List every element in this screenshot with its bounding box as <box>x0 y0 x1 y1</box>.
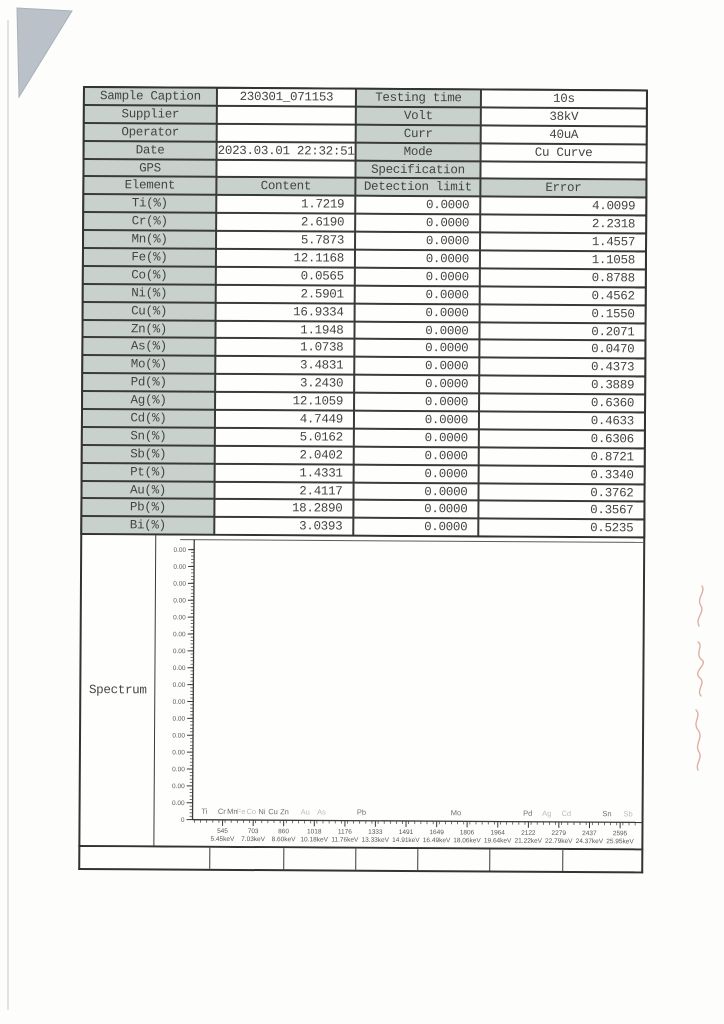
footer-cell <box>210 848 284 869</box>
spectrum-label <box>80 535 156 845</box>
svg-text:0.00: 0.00 <box>172 631 186 639</box>
svg-text:0: 0 <box>180 817 185 825</box>
error-cell: 0.4373 <box>480 359 644 376</box>
detection-limit-cell: 0.0000 <box>355 358 478 375</box>
error-cell: 0.4562 <box>481 287 645 304</box>
element-name-cell: Sn(%) <box>83 428 214 445</box>
info-value: 10s <box>482 90 646 107</box>
svg-text:Au: Au <box>300 807 310 817</box>
svg-text:0.00: 0.00 <box>172 665 186 673</box>
svg-text:0.00: 0.00 <box>172 766 185 774</box>
svg-text:Ti: Ti <box>201 807 208 817</box>
footer-cell <box>284 849 356 870</box>
error-cell: 0.3567 <box>479 502 643 519</box>
footer-empty-row <box>78 847 643 873</box>
detection-limit-cell: 0.0000 <box>356 304 479 321</box>
detection-limit-cell: 0.0000 <box>354 501 477 518</box>
svg-text:Mo: Mo <box>450 808 462 818</box>
svg-text:As: As <box>316 807 326 817</box>
content-cell: 4.7449 <box>216 411 353 428</box>
detection-limit-cell: 0.0000 <box>355 465 478 482</box>
error-cell: 2.2318 <box>481 216 645 233</box>
column-header: Content <box>217 178 354 195</box>
footer-cell <box>80 847 210 869</box>
detection-limit-cell: 0.0000 <box>355 430 478 447</box>
info-value: 2023.03.01 22:32:51 <box>217 143 355 159</box>
content-cell: 1.7219 <box>217 196 354 213</box>
detection-limit-cell: 0.0000 <box>356 215 479 232</box>
svg-text:11.76keV: 11.76keV <box>331 836 359 844</box>
error-cell: 0.3340 <box>480 466 644 483</box>
detection-limit-cell: 0.0000 <box>356 197 479 214</box>
svg-text:0.00: 0.00 <box>173 614 186 622</box>
content-cell: 16.9334 <box>217 304 354 321</box>
svg-text:0.00: 0.00 <box>172 682 186 690</box>
info-label: Supplier <box>85 106 216 123</box>
error-cell: 0.5235 <box>479 520 643 537</box>
element-name-cell: Pd(%) <box>83 374 214 391</box>
content-cell: 2.4117 <box>215 482 352 499</box>
svg-text:1649: 1649 <box>429 829 444 837</box>
info-label: GPS <box>84 160 215 177</box>
info-value: 40uA <box>482 126 646 143</box>
svg-text:1018: 1018 <box>306 828 322 836</box>
svg-text:7.03keV: 7.03keV <box>241 836 266 844</box>
detection-limit-cell: 0.0000 <box>356 286 479 303</box>
svg-text:545: 545 <box>217 828 228 836</box>
svg-text:0.00: 0.00 <box>173 547 187 555</box>
svg-text:0.00: 0.00 <box>172 648 186 656</box>
info-value <box>218 125 355 142</box>
error-cell: 0.0470 <box>480 341 644 358</box>
svg-text:Pb: Pb <box>356 807 367 818</box>
spectrum-row <box>78 535 645 850</box>
footer-cell <box>418 849 490 870</box>
svg-text:1806: 1806 <box>459 829 475 837</box>
element-name-cell: Bi(%) <box>82 517 213 534</box>
svg-text:0.00: 0.00 <box>172 783 185 791</box>
column-header: Element <box>84 177 215 194</box>
info-label: Date <box>85 142 216 159</box>
element-name-cell: Ti(%) <box>84 195 215 212</box>
content-cell: 12.1059 <box>216 393 353 410</box>
info-value <box>218 107 355 124</box>
element-name-cell: Cr(%) <box>84 213 215 230</box>
svg-text:10.18keV: 10.18keV <box>300 836 328 844</box>
paper-edge-line <box>7 20 9 1010</box>
detection-limit-cell: 0.0000 <box>355 447 478 464</box>
svg-text:2437: 2437 <box>582 830 597 838</box>
content-cell: 2.6190 <box>217 214 354 231</box>
element-name-cell: Mo(%) <box>83 356 214 373</box>
element-name-cell: Au(%) <box>82 482 213 499</box>
error-cell: 1.1058 <box>481 251 645 268</box>
info-label: Testing time <box>357 90 480 107</box>
svg-text:1333: 1333 <box>368 829 383 837</box>
content-cell: 1.1948 <box>216 321 353 338</box>
element-name-cell: Cu(%) <box>84 303 215 320</box>
svg-text:Cd: Cd <box>561 809 572 819</box>
content-cell: 5.0162 <box>216 429 353 446</box>
info-label: Curr <box>357 125 480 142</box>
svg-text:1964: 1964 <box>490 829 505 837</box>
element-name-cell: Mn(%) <box>84 231 215 248</box>
element-name-cell: Pt(%) <box>83 464 214 481</box>
column-header: Detection limit <box>356 179 479 196</box>
report-table <box>80 86 648 539</box>
svg-text:Cr: Cr <box>217 807 226 817</box>
svg-text:0.00: 0.00 <box>173 564 187 572</box>
info-value <box>481 162 645 179</box>
info-value: Cu Curve <box>482 144 646 161</box>
footer-cell <box>490 850 563 871</box>
info-value: 38kV <box>482 108 646 125</box>
svg-text:0.00: 0.00 <box>171 800 185 808</box>
svg-text:2279: 2279 <box>551 830 567 838</box>
detection-limit-cell: 0.0000 <box>356 269 479 286</box>
svg-text:Sn: Sn <box>602 809 612 819</box>
svg-text:2122: 2122 <box>521 829 536 838</box>
detection-limit-cell: 0.0000 <box>355 322 478 339</box>
footer-cell <box>356 849 418 870</box>
element-name-cell: Zn(%) <box>83 321 214 338</box>
error-cell: 1.4557 <box>481 234 645 251</box>
svg-text:14.91keV: 14.91keV <box>392 837 420 845</box>
element-name-cell: Pb(%) <box>82 499 213 516</box>
info-label: Sample Caption <box>85 88 216 105</box>
info-label: Volt <box>357 108 480 125</box>
svg-text:Sb: Sb <box>623 809 633 819</box>
detection-limit-cell: 0.0000 <box>355 412 478 429</box>
spectrum-chart <box>154 536 644 849</box>
svg-text:5.45keV: 5.45keV <box>210 836 235 844</box>
content-cell: 3.4831 <box>216 357 353 374</box>
element-name-cell: Ag(%) <box>83 392 214 409</box>
element-name-cell: As(%) <box>83 338 214 355</box>
svg-text:24.37keV: 24.37keV <box>575 838 604 846</box>
svg-text:0.00: 0.00 <box>173 580 186 588</box>
detection-limit-cell: 0.0000 <box>355 394 478 411</box>
svg-text:0.00: 0.00 <box>173 597 186 605</box>
element-name-cell: Ni(%) <box>84 285 215 302</box>
error-cell: 0.6306 <box>480 430 644 447</box>
svg-text:8.60keV: 8.60keV <box>271 836 296 844</box>
column-header: Error <box>481 180 645 197</box>
spectrum-chart-cell <box>154 536 644 849</box>
detection-limit-cell: 0.0000 <box>354 519 477 536</box>
error-cell: 0.3889 <box>480 377 644 394</box>
content-cell: 2.5901 <box>217 286 354 303</box>
content-cell: 5.7873 <box>217 232 354 249</box>
error-cell: 0.8721 <box>480 448 644 465</box>
error-cell: 0.8788 <box>481 269 645 286</box>
detection-limit-cell: 0.0000 <box>354 483 477 500</box>
content-cell: 0.0565 <box>217 268 354 285</box>
svg-text:Zn: Zn <box>280 807 289 817</box>
svg-text:860: 860 <box>278 828 290 836</box>
error-cell: 0.1550 <box>481 305 645 322</box>
svg-text:25.95keV: 25.95keV <box>606 838 634 846</box>
svg-text:21.22keV: 21.22keV <box>514 837 543 846</box>
info-value <box>217 160 354 177</box>
svg-text:Ni: Ni <box>258 807 266 817</box>
svg-text:1176: 1176 <box>337 828 352 836</box>
element-name-cell: Co(%) <box>84 267 215 284</box>
detection-limit-cell: 0.0000 <box>355 376 478 393</box>
detection-limit-cell: 0.0000 <box>356 233 479 250</box>
svg-text:0.00: 0.00 <box>172 698 186 707</box>
info-label: Mode <box>357 143 480 160</box>
content-cell: 3.2430 <box>216 375 353 392</box>
svg-text:703: 703 <box>247 828 259 836</box>
content-cell: 12.1168 <box>217 250 354 267</box>
svg-text:18.06keV: 18.06keV <box>453 837 481 845</box>
element-name-cell: Cd(%) <box>83 410 214 427</box>
svg-text:1491: 1491 <box>398 829 414 837</box>
svg-text:0.00: 0.00 <box>172 732 186 740</box>
content-cell: 18.2890 <box>215 500 352 517</box>
element-name-cell: Fe(%) <box>84 249 215 266</box>
error-cell: 0.4633 <box>480 412 644 429</box>
svg-text:Pd: Pd <box>523 808 533 819</box>
svg-text:2595: 2595 <box>612 830 628 838</box>
detection-limit-cell: 0.0000 <box>356 251 479 268</box>
content-cell: 1.4331 <box>216 465 353 482</box>
info-label: Operator <box>85 124 216 141</box>
content-cell: 3.0393 <box>215 518 352 535</box>
error-cell: 0.3762 <box>479 484 643 501</box>
report-document <box>78 86 648 874</box>
handwritten-ink-marks-icon <box>686 580 718 785</box>
page-fold-corner-icon <box>0 0 90 110</box>
info-label: Specification <box>356 161 479 178</box>
content-cell: 1.0738 <box>216 339 353 356</box>
svg-text:16.49keV: 16.49keV <box>422 837 451 845</box>
spectrum-label-text: Spectrum <box>88 683 147 698</box>
detection-limit-cell: 0.0000 <box>355 340 478 357</box>
error-cell: 0.2071 <box>480 323 644 340</box>
svg-text:19.64keV: 19.64keV <box>483 837 512 845</box>
svg-text:Co: Co <box>246 807 257 817</box>
info-value: 230301_071153 <box>218 89 355 106</box>
svg-text:13.33keV: 13.33keV <box>361 836 390 845</box>
svg-text:0.00: 0.00 <box>172 715 186 723</box>
content-cell: 2.0402 <box>216 447 353 464</box>
svg-text:Mn: Mn <box>227 807 238 817</box>
svg-text:Fe: Fe <box>236 807 246 817</box>
element-name-cell: Sb(%) <box>83 446 214 463</box>
svg-text:Cu: Cu <box>268 807 278 817</box>
error-cell: 0.6360 <box>480 395 644 412</box>
footer-cell <box>563 850 641 871</box>
svg-text:Ag: Ag <box>542 809 552 819</box>
error-cell: 4.0099 <box>481 198 645 215</box>
svg-text:0.00: 0.00 <box>172 749 185 757</box>
svg-text:22.79keV: 22.79keV <box>544 838 573 846</box>
